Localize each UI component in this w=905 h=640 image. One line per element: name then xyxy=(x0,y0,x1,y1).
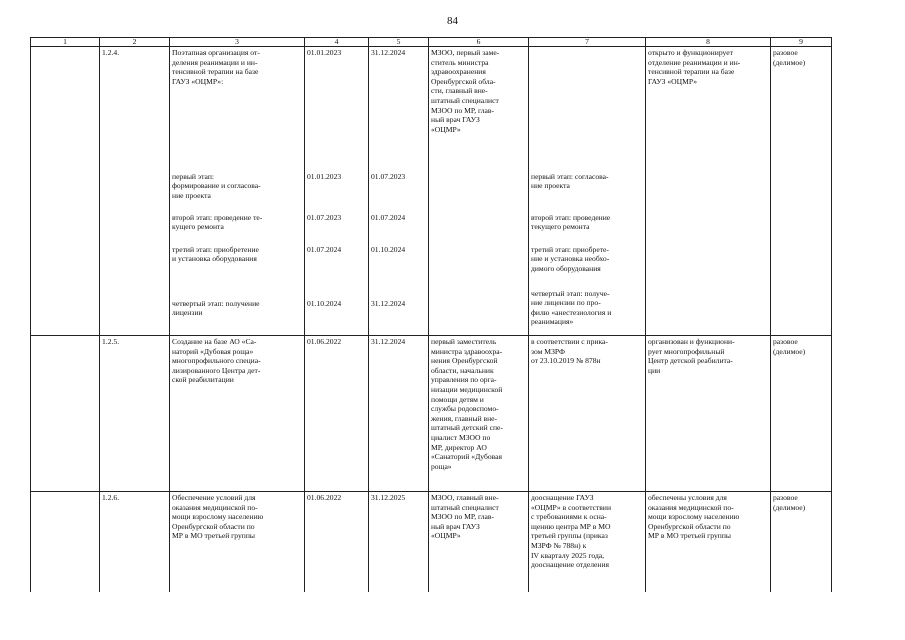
empty-cell xyxy=(100,171,170,212)
column-number: 4 xyxy=(305,38,369,47)
column-number: 3 xyxy=(170,38,305,47)
empty-cell xyxy=(771,244,832,288)
start-date: 01.01.2023 xyxy=(305,171,369,212)
end-date: 01.07.2023 xyxy=(369,171,429,212)
empty-cell xyxy=(31,212,100,244)
indicator xyxy=(529,47,646,171)
responsible: первый заместитель министра здравоохра- нения Оренбургской области, начальник управления по орга- низации медицинской помощи детям и службы родовспомо- жения, главный вне- штатный детский спе- циалист МЗОО по МР, директор АО «Санаторий «Дубовая роща» xyxy=(429,336,529,492)
indicator: второй этап: проведение текущего ремонта xyxy=(529,212,646,244)
column-number: 2 xyxy=(100,38,170,47)
table-row xyxy=(31,212,832,244)
responsible: МЗОО, первый заме- ститель министра здравоохранения Оренбургской обла- сти, главный вне- штатный специалист МЗОО по МР, глав- ный врач ГАУЗ «ОЦМР» xyxy=(429,47,529,171)
start-date: 01.10.2024 xyxy=(305,288,369,336)
empty-cell xyxy=(31,288,100,336)
empty-cell xyxy=(646,171,771,212)
measures-table xyxy=(30,37,832,592)
empty-cell xyxy=(31,492,100,592)
stage-title: второй этап: проведение те- кущего ремонта xyxy=(170,212,305,244)
indicator: в соответствии с прика- зом МЗРФ от 23.10.2019 № 878н xyxy=(529,336,646,492)
measure-type: разовое (делимое) xyxy=(771,336,832,492)
empty-cell xyxy=(31,47,100,171)
table-row xyxy=(31,47,832,171)
empty-cell xyxy=(100,288,170,336)
measure-title: Обеспечение условий для оказания медицинской по- мощи взрослому населению Оренбургской области по МР в МО третьей группы xyxy=(170,492,305,592)
table-row xyxy=(31,336,832,492)
indicator: дооснащение ГАУЗ «ОЦМР» в соответствии с требованиями к осна- щению центра МР в МО третьей группы (приказ МЗРФ № 788н) к IV кварталу 2025 года, дооснащение отделения xyxy=(529,492,646,592)
empty-cell xyxy=(646,244,771,288)
result: организован и функциони- рует многопрофильный Центр детской реабилита- ции xyxy=(646,336,771,492)
empty-cell xyxy=(646,212,771,244)
result: обеспечены условия для оказания медицинской по- мощи взрослому населению Оренбургской области по МР в МО третьей группы xyxy=(646,492,771,592)
column-number: 6 xyxy=(429,38,529,47)
measure-title: Создание на базе АО «Са- наторий «Дубовая роща» многопрофильного специа- лизированного Центра дет- ской реабилитации xyxy=(170,336,305,492)
stage-title: третий этап: приобретение и установка оборудования xyxy=(170,244,305,288)
responsible: МЗОО, главный вне- штатный специалист МЗОО по МР, глав- ный врач ГАУЗ «ОЦМР» xyxy=(429,492,529,592)
page-number: 84 xyxy=(447,15,458,27)
empty-cell xyxy=(771,171,832,212)
column-number: 5 xyxy=(369,38,429,47)
start-date: 01.06.2022 xyxy=(305,336,369,492)
empty-cell xyxy=(429,244,529,288)
empty-cell xyxy=(31,171,100,212)
end-date: 01.10.2024 xyxy=(369,244,429,288)
item-number: 1.2.4. xyxy=(100,47,170,171)
column-number: 1 xyxy=(31,38,100,47)
empty-cell xyxy=(771,288,832,336)
measure-type: разовое (делимое) xyxy=(771,492,832,592)
empty-cell xyxy=(100,212,170,244)
column-number: 7 xyxy=(529,38,646,47)
empty-cell xyxy=(31,336,100,492)
start-date: 01.07.2023 xyxy=(305,212,369,244)
stage-title: первый этап: формирование и согласова- ние проекта xyxy=(170,171,305,212)
empty-cell xyxy=(646,288,771,336)
start-date: 01.06.2022 xyxy=(305,492,369,592)
indicator: первый этап: согласова- ние проекта xyxy=(529,171,646,212)
empty-cell xyxy=(100,244,170,288)
empty-cell xyxy=(31,244,100,288)
table-row xyxy=(31,288,832,336)
end-date: 01.07.2024 xyxy=(369,212,429,244)
start-date: 01.01.2023 xyxy=(305,47,369,171)
end-date: 31.12.2024 xyxy=(369,288,429,336)
end-date: 31.12.2025 xyxy=(369,492,429,592)
empty-cell xyxy=(429,212,529,244)
start-date: 01.07.2024 xyxy=(305,244,369,288)
item-number: 1.2.6. xyxy=(100,492,170,592)
empty-cell xyxy=(429,171,529,212)
indicator: третий этап: приобрете- ние и установка необхо- димого оборудования xyxy=(529,244,646,288)
end-date: 31.12.2024 xyxy=(369,47,429,171)
result: открыто и функционирует отделение реанимации и ин- тенсивной терапии на базе ГАУЗ «ОЦМР» xyxy=(646,47,771,171)
empty-cell xyxy=(429,288,529,336)
table-row xyxy=(31,492,832,592)
empty-cell xyxy=(771,212,832,244)
table-row xyxy=(31,171,832,212)
measure-type: разовое (делимое) xyxy=(771,47,832,171)
stage-title: четвертый этап: получение лицензии xyxy=(170,288,305,336)
column-numbers-row xyxy=(31,38,832,47)
indicator: четвертый этап: получе- ние лицензии по про- филю «анестезиология и реанимация» xyxy=(529,288,646,336)
measure-title: Поэтапная организация от- деления реанимации и ин- тенсивной терапии на базе ГАУЗ «ОЦМР»: xyxy=(170,47,305,171)
column-number: 9 xyxy=(771,38,832,47)
item-number: 1.2.5. xyxy=(100,336,170,492)
column-number: 8 xyxy=(646,38,771,47)
table-row xyxy=(31,244,832,288)
end-date: 31.12.2024 xyxy=(369,336,429,492)
